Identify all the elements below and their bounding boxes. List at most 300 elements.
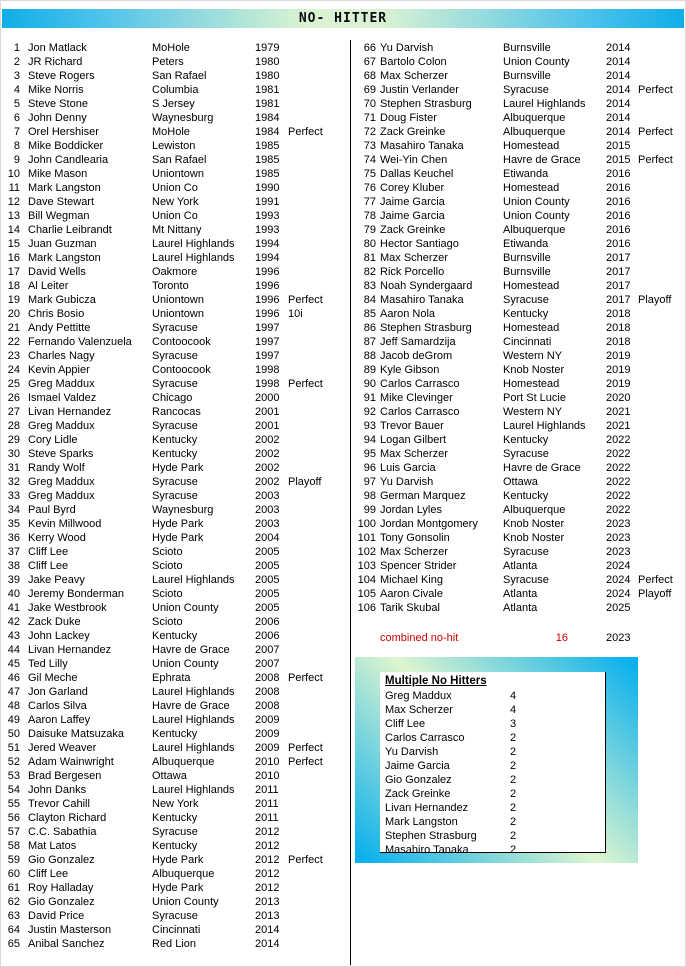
list-row (4, 405, 348, 419)
player-name: Mark Langston (385, 816, 458, 828)
player-name: Max Scherzer (380, 448, 448, 460)
multiple-no-hitter-row (385, 745, 605, 759)
list-row (4, 657, 348, 671)
team-location: Homestead (503, 322, 560, 334)
team-location: Scioto (152, 546, 183, 558)
row-number: 54 (7, 784, 20, 796)
row-number: 89 (363, 364, 376, 376)
team-location: Albuquerque (503, 504, 566, 516)
note (638, 69, 686, 83)
player-name: Roy Halladay (28, 882, 94, 894)
player-name: Andy Pettitte (28, 322, 91, 334)
list-row (354, 587, 686, 601)
year: 1985 (255, 154, 280, 166)
player-name: Charles Nagy (28, 350, 95, 362)
player-name: Al Leiter (28, 280, 69, 292)
no-hitter-list-left (4, 41, 348, 951)
year: 2014 (606, 112, 631, 124)
team-location: Uniontown (152, 308, 204, 320)
list-row (354, 69, 686, 83)
row-number: 25 (7, 378, 20, 390)
player-name: Carlos Carrasco (380, 378, 460, 390)
row-number: 78 (363, 210, 376, 222)
year: 1997 (255, 350, 280, 362)
list-row (4, 167, 348, 181)
note (638, 237, 686, 251)
team-location: Laurel Highlands (152, 574, 235, 586)
player-name: Anibal Sanchez (28, 938, 105, 950)
player-name: Kevin Appier (28, 364, 90, 376)
team-location: Ephrata (152, 672, 191, 684)
row-number: 76 (363, 182, 376, 194)
year: 2012 (255, 840, 280, 852)
team-location: Kentucky (152, 812, 198, 824)
year: 2012 (255, 854, 280, 866)
list-row (4, 713, 348, 727)
team-location: Ottawa (503, 476, 538, 488)
year: 2002 (255, 434, 280, 446)
team-location: Syracuse (152, 378, 198, 390)
row-number: 27 (7, 406, 20, 418)
year: 1985 (255, 140, 280, 152)
player-name: Spencer Strider (380, 560, 457, 572)
team-location: Havre de Grace (503, 154, 581, 166)
team-location: Kentucky (152, 728, 198, 740)
no-hitter-count: 3 (510, 718, 517, 730)
year: 2023 (606, 546, 631, 558)
row-number: 16 (7, 252, 20, 264)
note: Playoff (638, 294, 672, 306)
year: 2014 (606, 84, 631, 96)
no-hitter-count: 2 (510, 788, 517, 800)
row-number: 21 (7, 322, 20, 334)
year: 2023 (606, 532, 631, 544)
year: 2015 (606, 154, 631, 166)
team-location: Laurel Highlands (152, 784, 235, 796)
note (288, 923, 348, 937)
note (638, 517, 686, 531)
row-number: 31 (7, 462, 20, 474)
team-location: Havre de Grace (503, 462, 581, 474)
team-location: Hyde Park (152, 854, 204, 866)
player-name: Stephen Strasburg (380, 98, 472, 110)
row-number: 93 (363, 420, 376, 432)
year: 1984 (255, 112, 280, 124)
no-hitter-count: 2 (510, 732, 517, 744)
year: 2014 (606, 42, 631, 54)
year: 2000 (255, 392, 280, 404)
year: 2011 (255, 784, 279, 796)
player-name: Gio Gonzalez (28, 896, 95, 908)
year: 2011 (255, 812, 279, 824)
team-location: Syracuse (503, 546, 549, 558)
list-row (354, 181, 686, 195)
year: 1984 (255, 126, 280, 138)
note (288, 783, 348, 797)
row-number: 6 (13, 112, 20, 124)
year: 1993 (255, 210, 280, 222)
note: Perfect (638, 574, 673, 586)
team-location: Union County (152, 896, 219, 908)
list-row (4, 489, 348, 503)
player-name: Rick Porcello (380, 266, 445, 278)
team-location: Laurel Highlands (152, 252, 235, 264)
note (638, 167, 686, 181)
note (638, 181, 686, 195)
row-number: 98 (363, 490, 376, 502)
note (638, 307, 686, 321)
list-row (4, 251, 348, 265)
year: 1980 (255, 70, 280, 82)
row-number: 91 (363, 392, 376, 404)
player-name: Ted Lilly (28, 658, 68, 670)
team-location: Red Lion (152, 938, 197, 950)
player-name: JR Richard (28, 56, 83, 68)
list-row (4, 601, 348, 615)
team-location: Union County (152, 602, 219, 614)
player-name: Livan Hernandez (385, 802, 469, 814)
year: 2009 (255, 714, 280, 726)
team-location: Uniontown (152, 294, 204, 306)
note: Perfect (288, 742, 323, 754)
list-row (4, 461, 348, 475)
player-name: Jake Peavy (28, 574, 85, 586)
player-name: German Marquez (380, 490, 466, 502)
list-row (354, 83, 686, 97)
note (638, 279, 686, 293)
list-row (354, 139, 686, 153)
multiple-no-hitter-row (385, 689, 605, 703)
list-row (4, 517, 348, 531)
player-name: Jon Matlack (28, 42, 87, 54)
year: 2019 (606, 350, 631, 362)
multiple-no-hitter-row (385, 773, 605, 787)
team-location: Union Co (152, 182, 198, 194)
player-name: Yu Darvish (385, 746, 439, 758)
player-name: Gio Gonzalez (28, 854, 95, 866)
player-name: Masahiro Tanaka (380, 294, 464, 306)
year: 2003 (255, 490, 280, 502)
combined-no-hit-row (354, 631, 686, 645)
player-name: Gio Gonzalez (385, 774, 452, 786)
note (638, 461, 686, 475)
player-name: John Denny (28, 112, 87, 124)
year: 2010 (255, 770, 280, 782)
row-number: 24 (7, 364, 20, 376)
year: 2009 (255, 742, 280, 754)
year: 1997 (255, 336, 280, 348)
row-number: 73 (363, 140, 376, 152)
list-row (354, 153, 686, 167)
year: 2016 (606, 238, 631, 250)
player-name: C.C. Sabathia (28, 826, 97, 838)
team-location: Havre de Grace (152, 700, 230, 712)
player-name: Charlie Leibrandt (28, 224, 112, 236)
list-row (4, 867, 348, 881)
row-number: 20 (7, 308, 20, 320)
list-row (354, 405, 686, 419)
list-row (354, 601, 686, 615)
year: 2005 (255, 602, 280, 614)
year: 1994 (255, 252, 280, 264)
player-name: Steve Sparks (28, 448, 94, 460)
team-location: Kentucky (503, 308, 549, 320)
row-number: 9 (13, 154, 20, 166)
row-number: 17 (7, 266, 20, 278)
row-number: 53 (7, 770, 20, 782)
list-row (4, 265, 348, 279)
player-name: Jordan Lyles (380, 504, 442, 516)
list-row (354, 55, 686, 69)
player-name: Bill Wegman (28, 210, 90, 222)
team-location: Port St Lucie (503, 392, 566, 404)
note (638, 391, 686, 405)
row-number: 59 (7, 854, 20, 866)
team-location: Waynesburg (152, 504, 214, 516)
title-bar (2, 9, 684, 28)
team-location: Oakmore (152, 266, 198, 278)
row-number: 51 (7, 742, 20, 754)
team-location: Kentucky (152, 630, 198, 642)
row-number: 43 (7, 630, 20, 642)
multiple-no-hitter-row (385, 843, 605, 857)
player-name: Randy Wolf (28, 462, 85, 474)
list-row (4, 587, 348, 601)
note (288, 447, 348, 461)
row-number: 97 (363, 476, 376, 488)
row-number: 10 (7, 168, 20, 180)
row-number: 100 (357, 518, 376, 530)
list-row (354, 363, 686, 377)
player-name: Doug Fister (380, 112, 437, 124)
year: 1991 (255, 196, 280, 208)
team-location: Western NY (503, 350, 563, 362)
note (288, 223, 348, 237)
note (288, 559, 348, 573)
list-row (4, 671, 348, 685)
list-row (4, 783, 348, 797)
list-row (4, 769, 348, 783)
player-name: Juan Guzman (28, 238, 97, 250)
no-hitter-count: 2 (510, 760, 517, 772)
list-row (4, 727, 348, 741)
note (288, 209, 348, 223)
list-row (4, 643, 348, 657)
list-row (354, 377, 686, 391)
year: 1993 (255, 224, 280, 236)
team-location: Rancocas (152, 406, 201, 418)
player-name: Trevor Bauer (380, 420, 444, 432)
note (638, 195, 686, 209)
note (288, 601, 348, 615)
list-row (354, 461, 686, 475)
list-row (4, 433, 348, 447)
row-number: 38 (7, 560, 20, 572)
row-number: 66 (363, 42, 376, 54)
team-location: Syracuse (503, 84, 549, 96)
player-name: Greg Maddux (28, 420, 95, 432)
column-divider-line (350, 40, 351, 965)
multiple-no-hitter-row (385, 829, 605, 843)
list-row (4, 391, 348, 405)
list-row (4, 307, 348, 321)
no-hitter-count: 2 (510, 746, 517, 758)
team-location: Atlanta (503, 602, 538, 614)
list-row (354, 573, 686, 587)
team-location: MoHole (152, 42, 190, 54)
player-name: David Price (28, 910, 85, 922)
player-name: Tony Gonsolin (380, 532, 450, 544)
note: Perfect (638, 126, 673, 138)
year: 2016 (606, 182, 631, 194)
player-name: Steve Stone (28, 98, 88, 110)
row-number: 58 (7, 840, 20, 852)
year: 2014 (255, 924, 280, 936)
player-name: Cliff Lee (28, 546, 69, 558)
note (288, 461, 348, 475)
year: 2016 (606, 224, 631, 236)
team-location: Etiwanda (503, 238, 549, 250)
player-name: Carlos Silva (28, 700, 87, 712)
team-location: Hyde Park (152, 882, 204, 894)
player-name: Logan Gilbert (380, 434, 447, 446)
note (638, 349, 686, 363)
year: 1981 (255, 84, 280, 96)
year: 2019 (606, 364, 631, 376)
note (288, 825, 348, 839)
list-row (4, 363, 348, 377)
note (288, 405, 348, 419)
list-row (4, 503, 348, 517)
note (638, 209, 686, 223)
list-row (354, 195, 686, 209)
note: Perfect (288, 756, 323, 768)
year: 2022 (606, 448, 631, 460)
player-name: Michael King (380, 574, 443, 586)
year: 2017 (606, 266, 631, 278)
player-name: Trevor Cahill (28, 798, 90, 810)
year: 1979 (255, 42, 280, 54)
list-row (4, 153, 348, 167)
year: 2018 (606, 322, 631, 334)
row-number: 11 (8, 182, 20, 194)
year: 2012 (255, 868, 280, 880)
note (288, 867, 348, 881)
team-location: Albuquerque (152, 868, 215, 880)
row-number: 42 (7, 616, 20, 628)
team-location: Waynesburg (152, 112, 214, 124)
year: 2010 (255, 756, 280, 768)
note (288, 545, 348, 559)
list-row (4, 685, 348, 699)
player-name: Jaime Garcia (380, 196, 445, 208)
player-name: Mike Clevinger (380, 392, 453, 404)
list-row (4, 475, 348, 489)
year: 2020 (606, 392, 631, 404)
row-number: 82 (363, 266, 376, 278)
player-name: Greg Maddux (28, 378, 95, 390)
multiple-no-hitters-card (380, 672, 606, 856)
note (638, 265, 686, 279)
player-name: Stephen Strasburg (380, 322, 472, 334)
note (288, 839, 348, 853)
list-row (4, 181, 348, 195)
list-row (4, 909, 348, 923)
year: 2003 (255, 504, 280, 516)
player-name: Yu Darvish (380, 476, 434, 488)
list-row (4, 293, 348, 307)
player-name: Jered Weaver (28, 742, 97, 754)
year: 2008 (255, 700, 280, 712)
list-row (4, 797, 348, 811)
year: 2016 (606, 168, 631, 180)
player-name: Mark Langston (28, 252, 101, 264)
player-name: Jeremy Bonderman (28, 588, 124, 600)
list-row (4, 825, 348, 839)
year: 2006 (255, 616, 280, 628)
row-number: 74 (363, 154, 376, 166)
year: 1998 (255, 378, 280, 390)
multiple-no-hitters-panel (355, 657, 638, 863)
list-row (4, 377, 348, 391)
row-number: 50 (7, 728, 20, 740)
list-row (4, 699, 348, 713)
player-name: John Danks (28, 784, 87, 796)
year: 2023 (606, 518, 631, 530)
team-location: Albuquerque (503, 126, 566, 138)
row-number: 12 (7, 196, 20, 208)
team-location: San Rafael (152, 70, 207, 82)
team-location: Laurel Highlands (503, 420, 586, 432)
row-number: 14 (7, 224, 20, 236)
team-location: Albuquerque (152, 756, 215, 768)
player-name: Kevin Millwood (28, 518, 102, 530)
team-location: Laurel Highlands (152, 686, 235, 698)
player-name: Hector Santiago (380, 238, 459, 250)
year: 1994 (255, 238, 280, 250)
multiple-no-hitter-row (385, 703, 605, 717)
row-number: 39 (7, 574, 20, 586)
list-row (4, 419, 348, 433)
list-row (4, 531, 348, 545)
note: Perfect (288, 672, 323, 684)
row-number: 105 (357, 588, 376, 600)
list-row (354, 545, 686, 559)
note (288, 41, 348, 55)
row-number: 92 (363, 406, 376, 418)
year: 2006 (255, 630, 280, 642)
year: 1985 (255, 168, 280, 180)
row-number: 57 (7, 826, 20, 838)
row-number: 104 (357, 574, 376, 586)
player-name: John Lackey (28, 630, 90, 642)
row-number: 70 (363, 98, 376, 110)
player-name: David Wells (28, 266, 86, 278)
list-row (4, 223, 348, 237)
note (288, 587, 348, 601)
year: 2005 (255, 588, 280, 600)
team-location: Knob Noster (503, 518, 565, 530)
list-row (354, 489, 686, 503)
note (638, 97, 686, 111)
note (638, 503, 686, 517)
team-location: Kentucky (152, 434, 198, 446)
player-name: Noah Syndergaard (380, 280, 473, 292)
year: 2017 (606, 280, 631, 292)
row-number: 7 (13, 126, 20, 138)
player-name: Dallas Keuchel (380, 168, 454, 180)
list-row (354, 279, 686, 293)
